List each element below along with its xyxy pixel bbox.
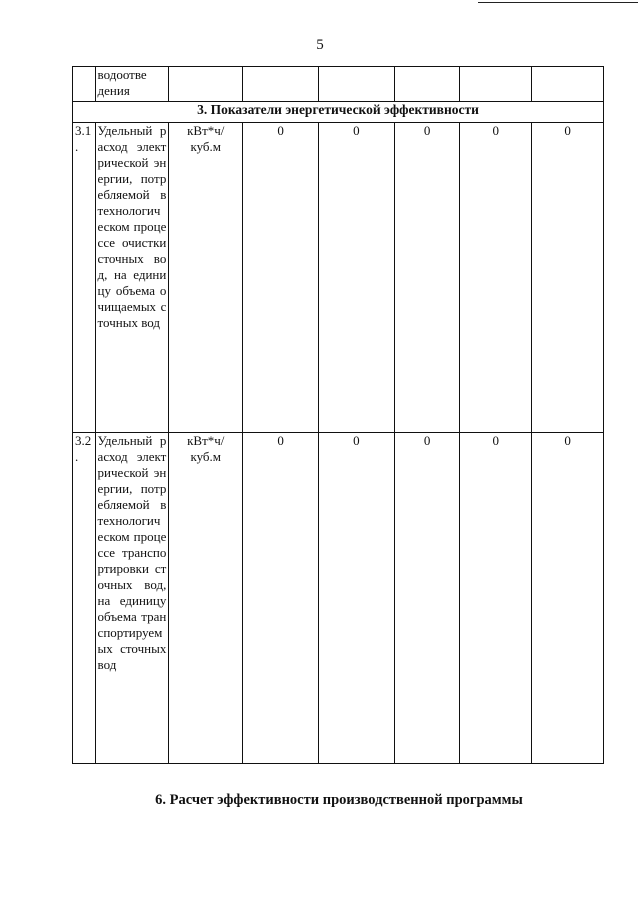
value-cell: 0	[394, 123, 460, 433]
indicator-name: Удельный расход электрической энергии, потребляемой в технологическом процессе транспортировки сточных вод, на единицу объема транспортируемых сточных вод	[95, 433, 169, 764]
cell-empty	[318, 67, 394, 102]
page-number: 5	[316, 37, 324, 53]
section-header-row	[73, 102, 604, 123]
unit-cell: кВт*ч/ куб.м	[169, 433, 243, 764]
indicator-name: Удельный расход электрической энергии, потребляемой в технологическом процессе очистки сточных вод, на единицу объема очищаемых сточных вод	[95, 123, 169, 433]
cell-name-continued: водоотве дения	[95, 67, 169, 102]
value-cell: 0	[532, 433, 604, 764]
value-cell: 0	[243, 433, 319, 764]
table-row-continued	[73, 67, 604, 102]
cell-empty	[532, 67, 604, 102]
table-row	[73, 123, 604, 433]
value-cell: 0	[460, 433, 532, 764]
value-cell: 0	[243, 123, 319, 433]
cell-empty	[169, 67, 243, 102]
cell-empty	[243, 67, 319, 102]
section-header: 3. Показатели энергетической эффективности	[73, 102, 604, 123]
top-rule	[478, 2, 638, 3]
row-number: 3.2 .	[73, 433, 96, 764]
cell-empty	[73, 67, 96, 102]
value-cell: 0	[532, 123, 604, 433]
value-cell: 0	[460, 123, 532, 433]
cell-empty	[394, 67, 460, 102]
value-cell: 0	[394, 433, 460, 764]
table-row	[73, 433, 604, 764]
cell-empty	[460, 67, 532, 102]
value-cell: 0	[318, 433, 394, 764]
row-number: 3.1 .	[73, 123, 96, 433]
indicators-table	[72, 66, 604, 764]
value-cell: 0	[318, 123, 394, 433]
section-title: 6. Расчет эффективности производственной программы	[155, 792, 523, 808]
unit-cell: кВт*ч/ куб.м	[169, 123, 243, 433]
